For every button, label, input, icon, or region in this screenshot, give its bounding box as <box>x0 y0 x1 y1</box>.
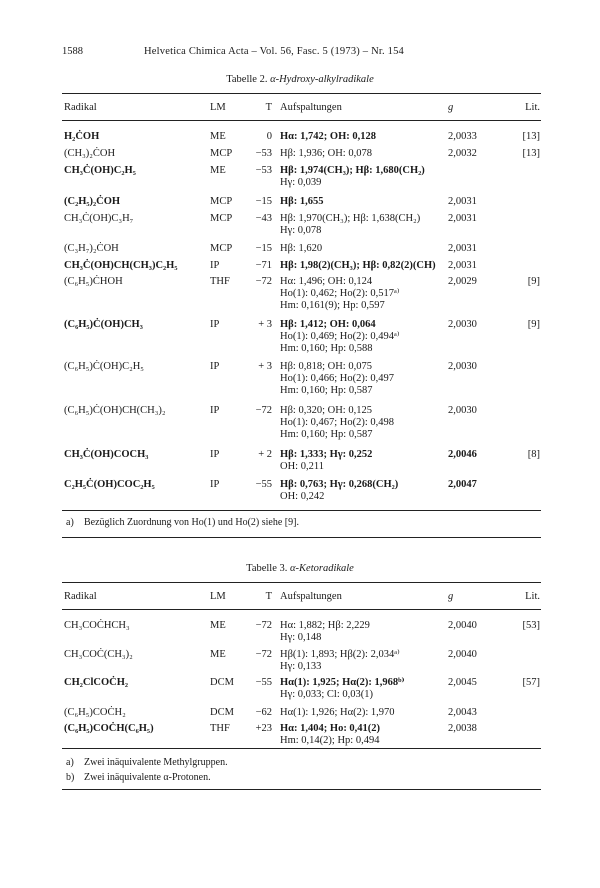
cell-g-value: 2,0030 <box>448 361 477 372</box>
cell-aufspaltung-line: Ho(1): 0,467; Ho(2): 0,498 <box>280 417 395 428</box>
cell-literature: [8] <box>527 449 540 460</box>
footnote-text: Zwei inäquivalente Methylgruppen. <box>84 757 228 768</box>
table3-end-rule <box>62 789 541 790</box>
footnote-text: Zwei inäquivalente α-Protonen. <box>84 772 211 783</box>
cell-radikal: CH₃Ċ(OH)CH(CH₃)C₂H₅ <box>64 260 178 271</box>
cell-temperature: −72 <box>255 276 272 287</box>
cell-g-value: 2,0030 <box>448 319 477 330</box>
cell-lm: IP <box>210 260 220 271</box>
column-header-lit: Lit. <box>525 591 540 602</box>
cell-lm: DCM <box>210 677 234 688</box>
cell-radikal: C₂H₅Ċ(OH)COC₂H₅ <box>64 479 155 490</box>
page-number: 1588 <box>62 46 83 57</box>
cell-aufspaltung-line: OH: 0,211 <box>280 461 324 472</box>
cell-lm: IP <box>210 449 220 460</box>
table2-caption <box>0 74 600 85</box>
cell-lm: IP <box>210 361 220 372</box>
table2-end-rule <box>62 537 541 538</box>
cell-lm: THF <box>210 723 230 734</box>
table3-top-rule <box>62 582 541 583</box>
cell-lm: MCP <box>210 243 233 254</box>
cell-g-value: 2,0032 <box>448 148 477 159</box>
column-header-auf: Aufspaltungen <box>280 102 342 113</box>
cell-aufspaltung-line: Hβ: 1,333; Hγ: 0,252 <box>280 449 373 460</box>
cell-lm: IP <box>210 479 220 490</box>
cell-g-value: 2,0029 <box>448 276 477 287</box>
cell-aufspaltung-line: Ho(1): 0,462; Ho(2): 0,517ᵃ⁾ <box>280 288 400 299</box>
cell-aufspaltung-line: Hβ: 1,974(CH₃); Hβ: 1,680(CH₂) <box>280 165 425 176</box>
cell-aufspaltung-line: Hβ: 1,412; OH: 0,064 <box>280 319 376 330</box>
cell-radikal: (C₆H₅)COĊH(C₆H₅) <box>64 723 154 734</box>
cell-lm: ME <box>210 649 226 660</box>
cell-radikal: CH₃Ċ(OH)C₃H₇ <box>64 213 134 224</box>
cell-lm: DCM <box>210 707 234 718</box>
cell-g-value: 2,0031 <box>448 260 477 271</box>
cell-temperature: −53 <box>255 148 272 159</box>
table3-header-rule <box>62 609 541 610</box>
cell-temperature: −71 <box>255 260 272 271</box>
cell-aufspaltung-line: Hβ: 0,320; OH: 0,125 <box>280 405 372 416</box>
cell-g-value: 2,0038 <box>448 723 477 734</box>
cell-radikal: (C₃H₇)₂ĊOH <box>64 243 119 254</box>
cell-aufspaltung-line: Hα: 1,404; Ho: 0,41(2) <box>280 723 381 734</box>
cell-g-value: 2,0031 <box>448 196 477 207</box>
cell-aufspaltung-line: Hγ: 0,133 <box>280 661 322 672</box>
cell-aufspaltung-line: Hβ: 1,98(2)(CH₃); Hβ: 0,82(2)(CH) <box>280 260 436 271</box>
cell-g-value: 2,0033 <box>448 131 477 142</box>
cell-radikal: (C₂H₅)₂ĊOH <box>64 196 121 207</box>
column-header-t: T <box>265 591 272 602</box>
cell-radikal: (C₆H₅)COĊH₂ <box>64 707 126 718</box>
cell-temperature: −55 <box>255 479 272 490</box>
cell-aufspaltung-line: Ho(1): 0,466; Ho(2): 0,497 <box>280 373 395 384</box>
cell-literature: [9] <box>527 319 540 330</box>
cell-g-value: 2,0040 <box>448 620 477 631</box>
column-header-g: g <box>448 102 454 113</box>
table2-top-rule <box>62 93 541 94</box>
cell-lm: MCP <box>210 148 233 159</box>
column-header-t: T <box>265 102 272 113</box>
cell-aufspaltung-line: Hγ: 0,148 <box>280 632 322 643</box>
cell-aufspaltung-line: Hm: 0,160; Hp: 0,587 <box>280 385 373 396</box>
cell-temperature: + 3 <box>258 361 272 372</box>
table2-header-rule <box>62 120 541 121</box>
cell-g-value: 2,0045 <box>448 677 477 688</box>
cell-lm: ME <box>210 165 226 176</box>
column-header-radikal: Radikal <box>64 102 97 113</box>
cell-radikal: (C₆H₅)Ċ(OH)C₂H₅ <box>64 361 144 372</box>
cell-temperature: −53 <box>255 165 272 176</box>
cell-literature: [13] <box>522 148 540 159</box>
cell-temperature: + 2 <box>258 449 272 460</box>
cell-lm: IP <box>210 319 220 330</box>
cell-aufspaltung-line: Hm: 0,161(9); Hp: 0,597 <box>280 300 385 311</box>
column-header-lm: LM <box>210 102 226 113</box>
cell-temperature: −15 <box>255 196 272 207</box>
cell-lm: ME <box>210 131 226 142</box>
cell-aufspaltung-line: Hβ: 1,970(CH₃); Hβ: 1,638(CH₂) <box>280 213 421 224</box>
cell-g-value: 2,0047 <box>448 479 477 490</box>
journal-title: Helvetica Chimica Acta – Vol. 56, Fasc. 5 (1973) – Nr. 154 <box>144 46 404 57</box>
cell-aufspaltung-line: Hα: 1,882; Hβ: 2,229 <box>280 620 370 631</box>
table3-bottom-rule <box>62 748 541 749</box>
cell-aufspaltung-line: Hβ: 0,763; Hγ: 0,268(CH₂) <box>280 479 399 490</box>
column-header-lm: LM <box>210 591 226 602</box>
footnote-mark: b) <box>66 772 75 783</box>
column-header-g: g <box>448 591 454 602</box>
table3-caption-prefix: Tabelle 3. <box>246 563 288 574</box>
cell-lm: THF <box>210 276 230 287</box>
column-header-radikal: Radikal <box>64 591 97 602</box>
cell-temperature: −62 <box>255 707 272 718</box>
cell-aufspaltung-line: Hβ: 1,655 <box>280 196 324 207</box>
cell-temperature: −55 <box>255 677 272 688</box>
table2-bottom-rule <box>62 510 541 511</box>
footnote-mark: a) <box>66 757 74 768</box>
cell-radikal: CH₃Ċ(OH)COCH₃ <box>64 449 149 460</box>
cell-temperature: −72 <box>255 620 272 631</box>
footnote-mark: a) <box>66 517 74 528</box>
column-header-auf: Aufspaltungen <box>280 591 342 602</box>
cell-aufspaltung-line: Hα: 1,496; OH: 0,124 <box>280 276 373 287</box>
cell-radikal: CH₃COĊHCH₃ <box>64 620 130 631</box>
cell-aufspaltung-line: Ho(1): 0,469; Ho(2): 0,494ᵃ⁾ <box>280 331 400 342</box>
cell-literature: [13] <box>522 131 540 142</box>
cell-literature: [53] <box>522 620 540 631</box>
cell-g-value: 2,0040 <box>448 649 477 660</box>
cell-lm: MCP <box>210 213 233 224</box>
cell-radikal: H₂ĊOH <box>64 131 100 142</box>
cell-lm: MCP <box>210 196 233 207</box>
cell-literature: [9] <box>527 276 540 287</box>
cell-aufspaltung-line: Hα(1): 1,926; Hα(2): 1,970 <box>280 707 395 718</box>
cell-aufspaltung-line: Hβ(1): 1,893; Hβ(2): 2,034ᵃ⁾ <box>280 649 400 660</box>
table3-caption-title: α-Ketoradikale <box>290 563 354 574</box>
cell-aufspaltung-line: Hβ: 0,818; OH: 0,075 <box>280 361 372 372</box>
table2-caption-title: α-Hydroxy-alkylradikale <box>270 74 374 85</box>
cell-temperature: + 3 <box>258 319 272 330</box>
cell-lm: IP <box>210 405 220 416</box>
cell-radikal: CH₃COĊ(CH₃)₂ <box>64 649 133 660</box>
cell-g-value: 2,0031 <box>448 243 477 254</box>
cell-lm: ME <box>210 620 226 631</box>
cell-temperature: +23 <box>255 723 272 734</box>
cell-radikal: (C₆H₅)ĊHOH <box>64 276 123 287</box>
cell-radikal: (C₆H₅)Ċ(OH)CH(CH₃)₂ <box>64 405 166 416</box>
cell-radikal: CH₃Ċ(OH)C₂H₅ <box>64 165 136 176</box>
cell-aufspaltung-line: Hα(1): 1,925; Hα(2): 1,968ᵇ⁾ <box>280 677 405 688</box>
column-header-lit: Lit. <box>525 102 540 113</box>
cell-radikal: CH₂ClCOĊH₂ <box>64 677 129 688</box>
cell-aufspaltung-line: Hγ: 0,039 <box>280 177 322 188</box>
cell-g-value: 2,0046 <box>448 449 477 460</box>
cell-temperature: −72 <box>255 649 272 660</box>
cell-temperature: −15 <box>255 243 272 254</box>
cell-aufspaltung-line: Hm: 0,14(2); Hp: 0,494 <box>280 735 380 746</box>
cell-aufspaltung-line: Hm: 0,160; Hp: 0,587 <box>280 429 373 440</box>
cell-aufspaltung-line: Hm: 0,160; Hp: 0,588 <box>280 343 373 354</box>
cell-temperature: −43 <box>255 213 272 224</box>
cell-g-value: 2,0031 <box>448 213 477 224</box>
table2-caption-prefix: Tabelle 2. <box>226 74 268 85</box>
footnote <box>66 517 299 528</box>
cell-temperature: 0 <box>266 131 272 142</box>
cell-g-value: 2,0030 <box>448 405 477 416</box>
cell-radikal: (CH₃)₂ĊOH <box>64 148 116 159</box>
cell-temperature: −72 <box>255 405 272 416</box>
footnote <box>66 772 211 783</box>
footnote <box>66 757 228 768</box>
footnote-text: Bezüglich Zuordnung von Ho(1) und Ho(2) siehe [9]. <box>84 517 299 528</box>
cell-aufspaltung-line: Hγ: 0,078 <box>280 225 322 236</box>
cell-radikal: (C₆H₅)Ċ(OH)CH₃ <box>64 319 143 330</box>
cell-g-value: 2,0043 <box>448 707 477 718</box>
cell-aufspaltung-line: Hα: 1,742; OH: 0,128 <box>280 131 376 142</box>
cell-aufspaltung-line: OH: 0,242 <box>280 491 325 502</box>
cell-aufspaltung-line: Hγ: 0,033; Cl: 0,03(1) <box>280 689 374 700</box>
running-header <box>62 46 542 62</box>
cell-aufspaltung-line: Hβ: 1,936; OH: 0,078 <box>280 148 372 159</box>
table3-caption <box>0 563 600 574</box>
cell-aufspaltung-line: Hβ: 1,620 <box>280 243 323 254</box>
cell-literature: [57] <box>522 677 540 688</box>
